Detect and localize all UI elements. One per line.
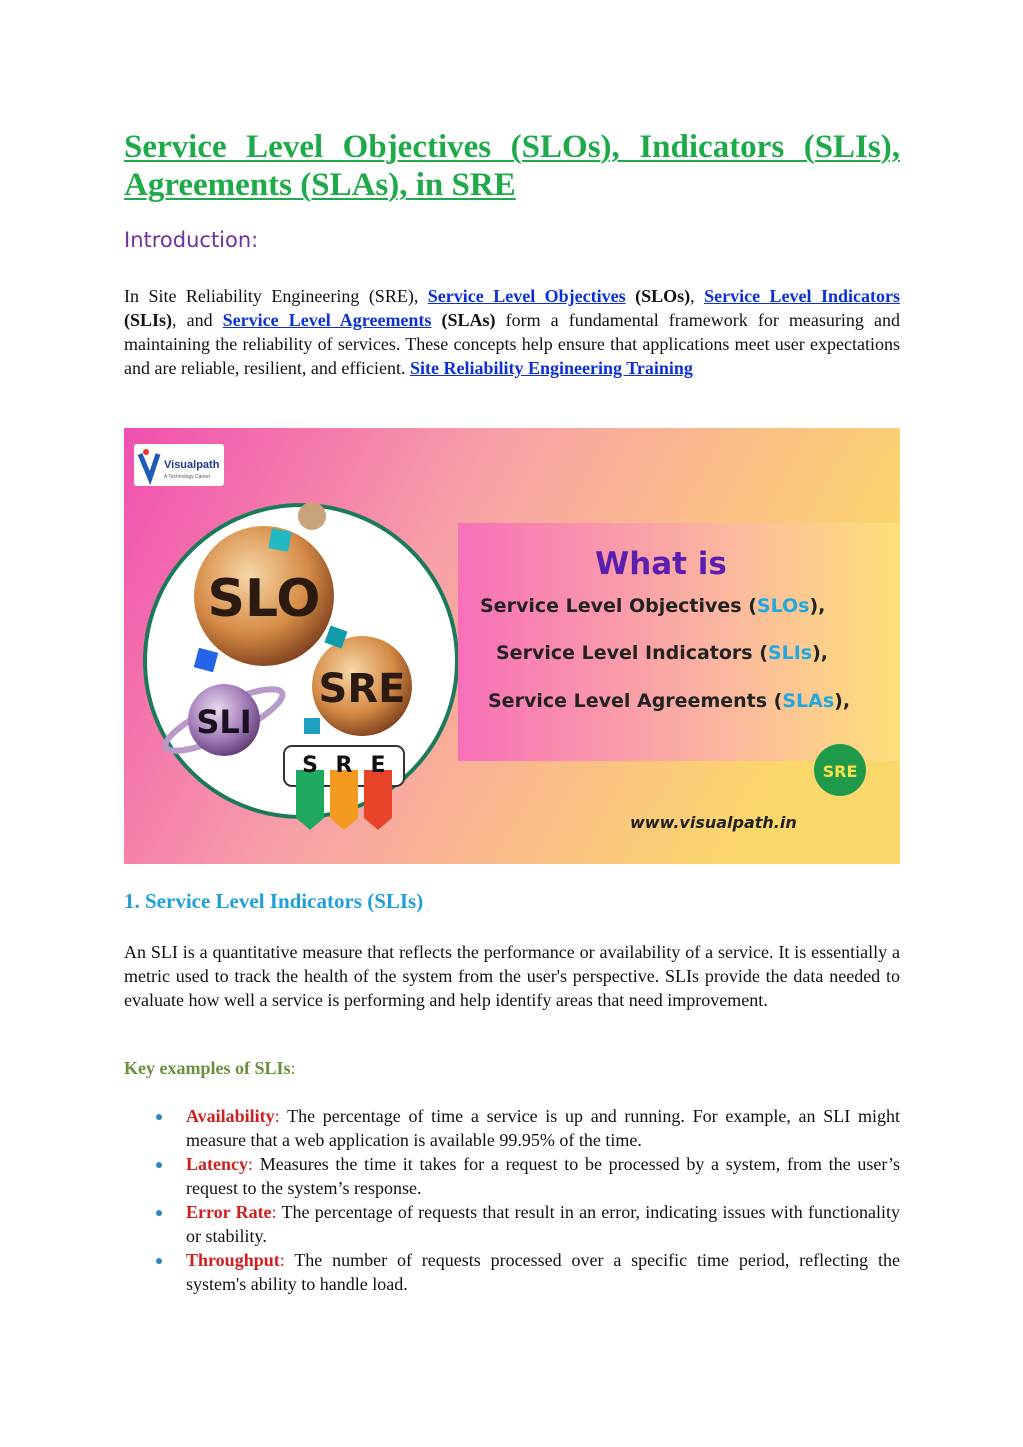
banner-line-slos: Service Level Objectives (SLOs), <box>480 595 826 617</box>
introduction-paragraph <box>124 284 900 380</box>
example-term: Error Rate <box>186 1202 272 1222</box>
sre-planet-label: SRE <box>318 666 406 712</box>
key-examples-colon: : <box>290 1058 296 1078</box>
sre-planet <box>312 636 412 736</box>
shield-green-icon <box>296 770 324 830</box>
intro-text-1: In Site Reliability Engineering (SRE), <box>124 286 428 306</box>
small-cube-icon <box>304 718 320 734</box>
logo-subtext: A Technology Career <box>164 474 211 480</box>
intro-text-7: form a fundamental framework for measuring and maintaining the reliability of services. These concepts help ensure that applications meet user expectations and are reliable, resilient, and efficient. <box>124 310 900 378</box>
sli-planet-label: SLI <box>196 703 252 741</box>
banner-image <box>124 428 900 864</box>
badge-letter-s: S <box>302 753 318 778</box>
shield-red-icon <box>364 770 392 830</box>
example-separator: : <box>248 1154 254 1174</box>
bullet-icon <box>156 1210 162 1216</box>
bullet-icon <box>156 1258 162 1264</box>
example-text: Measures the time it takes for a request to be processed by a system, from the user’s request to the system’s response. <box>186 1154 900 1198</box>
sli-examples-list <box>124 1104 900 1296</box>
example-separator: : <box>274 1106 280 1126</box>
visualpath-logo <box>134 444 224 486</box>
intro-abbr-slas: (SLAs) <box>431 310 496 330</box>
banner-line-slas: Service Level Agreements (SLAs), <box>488 690 851 712</box>
example-separator: : <box>271 1202 277 1222</box>
small-moon-icon <box>298 502 326 530</box>
intro-text-5: , and <box>172 310 223 330</box>
top-cube-icon <box>268 528 291 551</box>
example-text: The number of requests processed over a specific time period, reflecting the system's ability to handle load. <box>186 1250 900 1294</box>
example-term: Availability <box>186 1106 275 1126</box>
list-item <box>124 1152 900 1200</box>
badge-letter-e: E <box>370 753 386 778</box>
section-sli-paragraph: An SLI is a quantitative measure that reflects the performance or availability of a service. It is essentially a metric used to track the health of the system from the user's perspective. SLIs provide the data needed to evaluate how well a service is performing and help identify areas that need improvement. <box>124 942 900 1010</box>
list-item <box>124 1200 900 1248</box>
key-examples-label: Key examples of SLIs <box>124 1058 291 1078</box>
link-sre-training[interactable]: Site Reliability Engineering Training <box>410 358 693 378</box>
slo-planet <box>194 526 334 666</box>
list-item <box>124 1104 900 1152</box>
logo-text: Visualpath <box>164 459 220 471</box>
slo-planet-label: SLO <box>207 569 321 629</box>
sre-round-badge <box>814 744 866 796</box>
banner-website: www.visualpath.in <box>630 813 797 832</box>
sre-shield-badges <box>284 746 404 830</box>
example-text: The percentage of requests that result in an error, indicating issues with functionality or stability. <box>186 1202 900 1246</box>
bullet-icon <box>156 1114 162 1120</box>
shield-orange-icon <box>330 770 358 830</box>
introduction-heading: Introduction: <box>124 228 259 252</box>
banner-what-is: What is <box>595 546 727 582</box>
intro-abbr-slis: (SLIs) <box>124 310 173 330</box>
banner-line-slis: Service Level Indicators (SLIs), <box>496 642 828 664</box>
example-text: The percentage of time a service is up and running. For example, an SLI might measure that a web application is available 99.95% of the time. <box>186 1106 900 1150</box>
key-examples-heading <box>124 1058 296 1079</box>
link-service-level-indicators[interactable]: Service Level Indicators <box>704 286 900 306</box>
link-service-level-agreements[interactable]: Service Level Agreements <box>222 310 432 330</box>
intro-text-3: , <box>690 286 705 306</box>
badge-letter-r: R <box>335 753 353 778</box>
sre-badge-label: SRE <box>822 762 858 781</box>
document-title: Service Level Objectives (SLOs), Indicators (SLIs), Agreements (SLAs), in SRE <box>124 129 900 203</box>
link-service-level-objectives[interactable]: Service Level Objectives <box>427 286 626 306</box>
list-item <box>124 1248 900 1296</box>
bullet-icon <box>156 1162 162 1168</box>
section-sli-heading: 1. Service Level Indicators (SLIs) <box>124 889 424 913</box>
intro-abbr-slos: (SLOs) <box>625 286 691 306</box>
example-term: Latency <box>186 1154 248 1174</box>
example-term: Throughput <box>186 1250 280 1270</box>
example-separator: : <box>279 1250 285 1270</box>
